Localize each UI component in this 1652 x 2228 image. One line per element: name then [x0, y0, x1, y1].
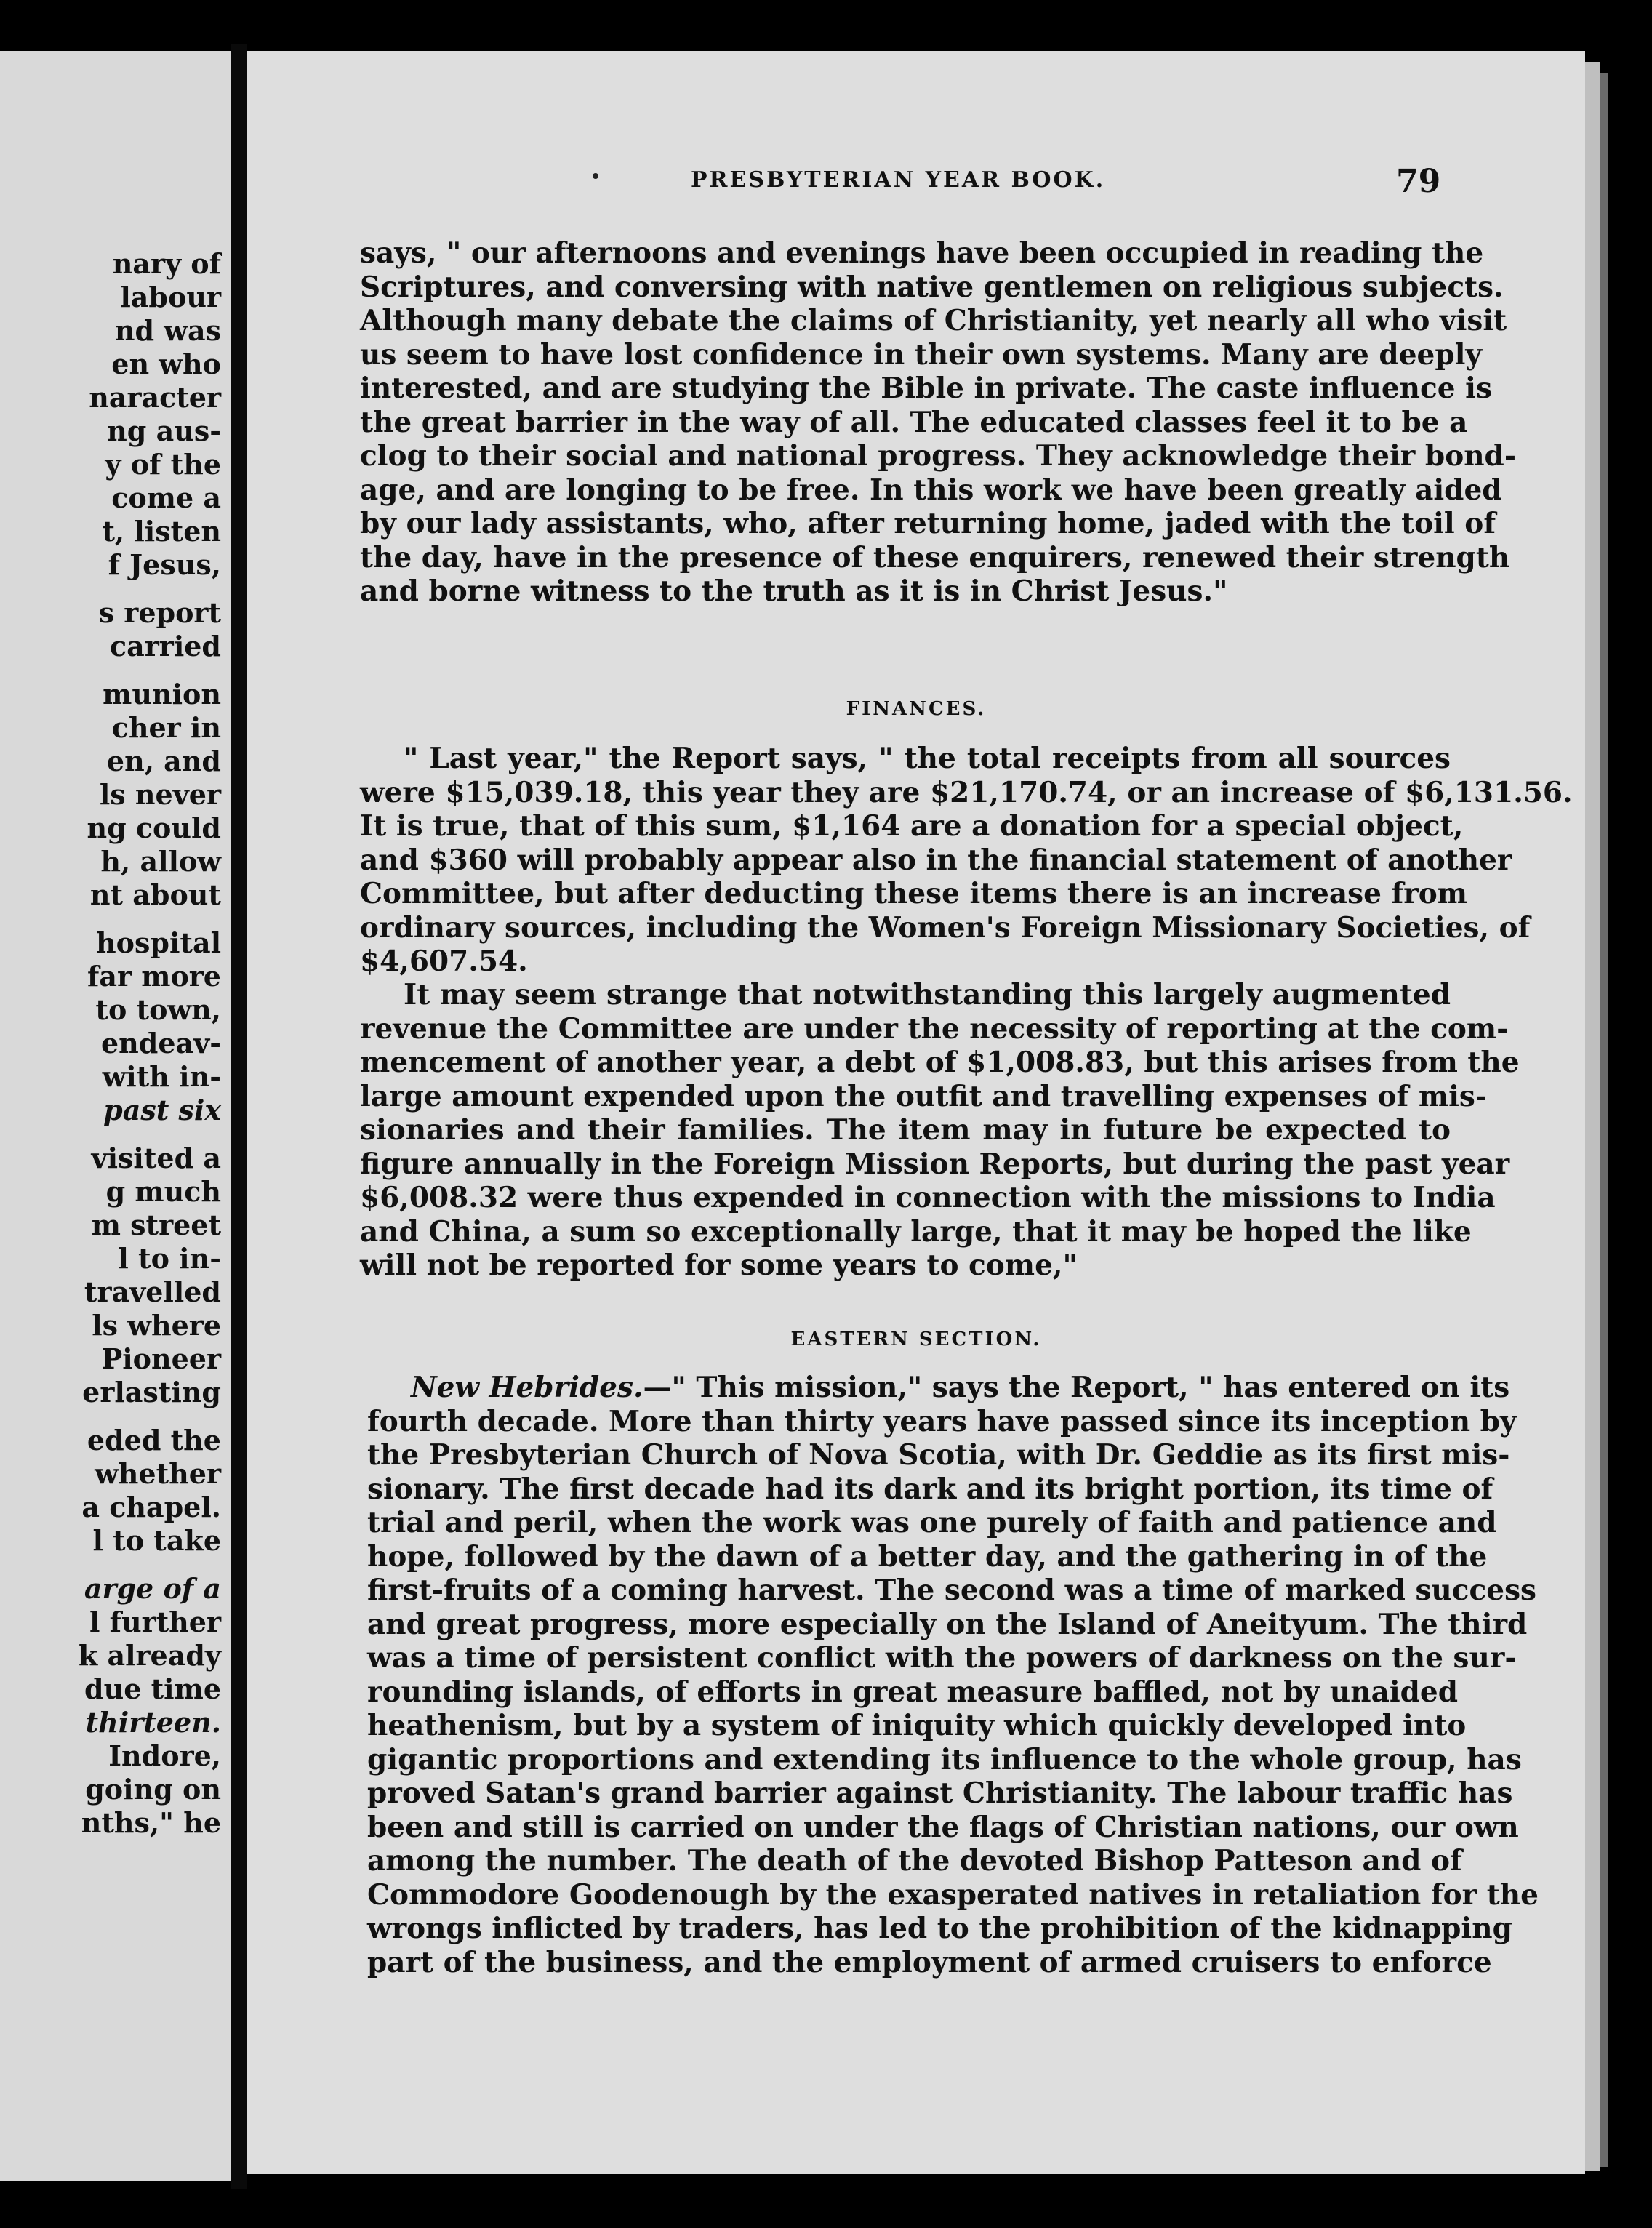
text-line: and China, a sum so exceptionally large, that it may be hoped the like — [360, 1214, 1472, 1249]
left-page-line: nt about — [89, 878, 221, 911]
page-edge-shadow — [1600, 73, 1608, 2167]
text-line: by our lady assistants, who, after returning home, jaded with the toil of — [360, 507, 1496, 540]
left-page-line: whether — [95, 1457, 221, 1490]
left-page-line: s report — [98, 596, 221, 629]
left-page — [0, 51, 231, 2181]
left-page-line: carried — [110, 630, 221, 662]
text-line: revenue the Committee are under the necessity of reporting at the com- — [360, 1011, 1509, 1046]
text-line: us seem to have lost confidence in their own systems. Many are deeply — [360, 337, 1483, 372]
page-number: 79 — [1396, 163, 1441, 200]
text-line: sionary. The first decade had its dark and its bright portion, its time of — [367, 1472, 1493, 1506]
text-line: trial and peril, when the work was one purely of faith and patience and — [367, 1506, 1497, 1539]
left-page-line: t, listen — [102, 515, 221, 548]
left-page-line: visited a — [91, 1142, 221, 1174]
print-speck — [593, 173, 598, 179]
text-line: will not be reported for some years to come," — [360, 1249, 1078, 1282]
text-line: and great progress, more especially on the Island of Aneityum. The third — [367, 1607, 1528, 1641]
text-line: rounding islands, of efforts in great measure baffled, not by unaided — [367, 1675, 1458, 1709]
right-page — [247, 51, 1585, 2174]
text-line: was a time of persistent conflict with the powers of darkness on the sur- — [367, 1641, 1517, 1675]
left-page-line: l further — [89, 1606, 221, 1638]
left-page-line: erlasting — [82, 1376, 221, 1408]
left-page-line: with in- — [102, 1060, 221, 1093]
left-page-line: Indore, — [108, 1739, 221, 1772]
left-page-line: naracter — [89, 381, 221, 414]
left-page-line: to town, — [95, 993, 221, 1026]
paragraph-1 — [360, 236, 1517, 609]
text-line: age, and are longing to be free. In this work we have been greatly aided — [360, 473, 1502, 507]
left-page-line: cher in — [111, 711, 221, 744]
left-page-line: y of the — [105, 448, 221, 481]
left-page-line: arge of a — [84, 1572, 221, 1605]
text-line: and $360 will probably appear also in the financial statement of another — [360, 843, 1512, 877]
text-line: among the number. The death of the devoted Bishop Patteson and of — [367, 1844, 1462, 1878]
paragraph-4 — [367, 1371, 1539, 1979]
left-page-line: g much — [105, 1175, 221, 1208]
left-page-line: far more — [87, 960, 221, 993]
left-page-line: thirteen. — [85, 1706, 221, 1739]
text-line: the day, have in the presence of these enquirers, renewed their strength — [360, 540, 1510, 574]
left-page-line: ls where — [92, 1309, 221, 1342]
italic-lead: New Hebrides. — [411, 1371, 643, 1404]
text-line: $6,008.32 were thus expended in connection with the missions to India — [360, 1181, 1496, 1214]
left-page-line: Pioneer — [101, 1342, 221, 1375]
left-page-line: ng aus- — [107, 414, 221, 447]
left-page-line: ng could — [87, 812, 221, 844]
text-line: first-fruits of a coming harvest. The second was a time of marked success — [367, 1574, 1537, 1607]
text-line: Although many debate the claims of Christianity, yet nearly all who visit — [360, 304, 1507, 337]
text-line: It is true, that of this sum, $1,164 are a donation for a special object, — [360, 809, 1464, 843]
paragraph-3 — [360, 978, 1520, 1283]
text-line: Scriptures, and conversing with native gentlemen on religious subjects. — [360, 270, 1504, 304]
left-page-line: past six — [103, 1094, 221, 1126]
text-line-rest: —" This mission," says the Report, " has entered on its — [643, 1371, 1510, 1404]
left-page-line: going on — [85, 1773, 221, 1806]
text-line: proved Satan's grand barrier against Christianity. The labour traffic has — [367, 1776, 1513, 1810]
text-line: part of the business, and the employment of armed cruisers to enforce — [367, 1945, 1492, 1979]
text-line: mencement of another year, a debt of $1,008.83, but this arises from the — [360, 1046, 1520, 1079]
section-heading-eastern: EASTERN SECTION. — [790, 1329, 1042, 1350]
page-header — [247, 163, 1585, 211]
left-page-line: nths," he — [81, 1806, 221, 1839]
left-page-line: munion — [103, 678, 221, 710]
text-line: the Presbyterian Church of Nova Scotia, with Dr. Geddie as its first mis- — [367, 1438, 1510, 1472]
text-line: been and still is carried on under the flags of Christian nations, our own — [367, 1810, 1519, 1844]
text-line: interested, and are studying the Bible in private. The caste influence is — [360, 372, 1492, 405]
left-page-line: hospital — [96, 926, 221, 959]
text-line: gigantic proportions and extending its influence to the whole group, has — [367, 1742, 1522, 1776]
left-page-line: f Jesus, — [108, 548, 221, 581]
left-page-line: come a — [111, 481, 221, 514]
text-line: Commodore Goodenough by the exasperated natives in retaliation for the — [367, 1878, 1539, 1912]
left-page-line: l to in- — [118, 1242, 221, 1275]
book-spine — [231, 44, 247, 2189]
text-line: wrongs inflicted by traders, has led to the prohibition of the kidnapping — [367, 1912, 1512, 1945]
text-line: Committee, but after deducting these items there is an increase from — [360, 877, 1468, 910]
text-line: says, " our afternoons and evenings have been occupied in reading the — [360, 236, 1484, 270]
text-line: were $15,039.18, this year they are $21,170.74, or an increase of $6,131.56. — [360, 775, 1573, 809]
text-line: ordinary sources, including the Women's Foreign Missionary Societies, of — [360, 910, 1531, 945]
text-line — [367, 1371, 1510, 1405]
text-line: It may seem strange that notwithstanding this largely augmented — [404, 978, 1451, 1011]
left-page-line: nary of — [112, 247, 221, 280]
left-page-line: en who — [111, 348, 221, 380]
text-line: sionaries and their families. The item may in future be expected to — [360, 1113, 1451, 1147]
left-page-line: eded the — [87, 1424, 221, 1456]
text-line: figure annually in the Foreign Mission Reports, but during the past year — [360, 1147, 1510, 1181]
left-page-line: ls never — [99, 778, 221, 811]
left-page-line: a chapel. — [81, 1491, 221, 1523]
left-page-line: m street — [91, 1209, 221, 1241]
text-line: the great barrier in the way of all. The educated classes feel it to be a — [360, 405, 1468, 439]
text-line: hope, followed by the dawn of a better day, and the gathering in of the — [367, 1539, 1488, 1574]
section-heading-finances: FINANCES. — [846, 698, 987, 720]
text-line: $4,607.54. — [360, 945, 528, 978]
text-line: heathenism, but by a system of iniquity which quickly developed into — [367, 1709, 1467, 1742]
left-page-line: due time — [84, 1672, 221, 1705]
text-line: and borne witness to the truth as it is in Christ Jesus." — [360, 574, 1228, 608]
left-page-line: l to take — [92, 1524, 221, 1557]
left-page-line: k already — [78, 1639, 221, 1672]
left-page-line: en, and — [106, 745, 221, 777]
text-line: fourth decade. More than thirty years have passed since its inception by — [367, 1404, 1517, 1438]
text-line: " Last year," the Report says, " the total receipts from all sources — [404, 742, 1451, 775]
running-head: PRESBYTERIAN YEAR BOOK. — [691, 167, 1106, 193]
paragraph-2 — [360, 742, 1573, 979]
left-page-line: endeav- — [100, 1027, 221, 1059]
left-page-line: travelled — [84, 1275, 221, 1308]
text-line: large amount expended upon the outfit and travelling expenses of mis- — [360, 1079, 1488, 1113]
page-edge — [1585, 62, 1600, 2171]
text-line: clog to their social and national progress. They acknowledge their bond- — [360, 439, 1517, 473]
left-page-line: nd was — [114, 314, 221, 347]
left-page-line: labour — [120, 281, 221, 313]
left-page-line: h, allow — [100, 845, 221, 878]
